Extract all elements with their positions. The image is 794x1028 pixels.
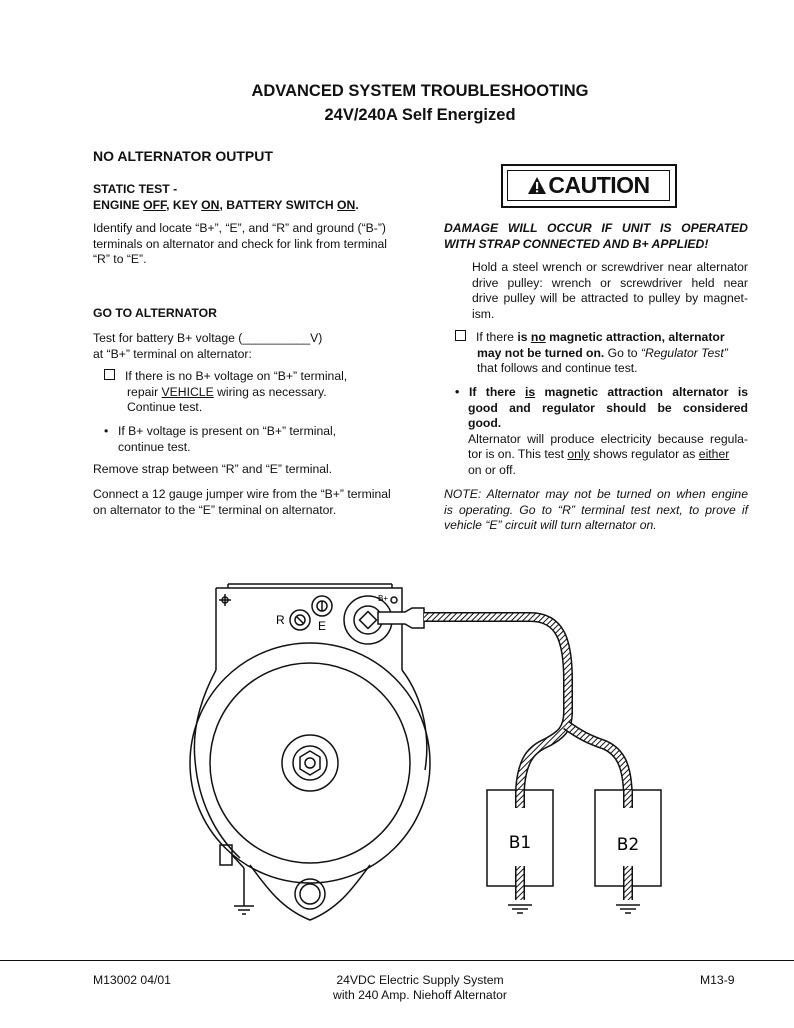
checkbox-icon (104, 369, 115, 380)
alternator-ground-icon (234, 900, 254, 914)
bullet-icon: • (455, 385, 460, 399)
battery-b2-ground-icon (616, 905, 640, 913)
battery-cable (424, 617, 568, 800)
note-paragraph: NOTE: Alternator may not be turned on when engine is operating. Go to “R” terminal test next, to prove if vehicle “E” circuit will turn alternator on. (444, 487, 748, 532)
caution-sign (501, 164, 677, 208)
caution-label: CAUTION (548, 172, 650, 198)
damage-warning: DAMAGE WILL OCCUR IF UNIT IS OPERATED WITH STRAP CONNECTED AND B+ APPLIED! (444, 221, 748, 251)
footer-divider (0, 960, 794, 961)
footer-doc-number: M13002 04/01 (93, 973, 171, 987)
terminal-bplus-label: B+ (378, 594, 389, 603)
check-item-no-voltage: If there is no B+ voltage on “B+” terminal, repair VEHICLE wiring as necessary. Continue test. (104, 369, 347, 416)
identify-paragraph: Identify and locate “B+”, “E”, and “R” and ground (“B-”) terminals on alternator and check for link from terminal “R” to “E”. (93, 221, 387, 266)
footer-title: 24VDC Electric Supply System with 240 Amp. Niehoff Alternator (333, 973, 507, 1002)
battery-b2-label: B2 (616, 835, 640, 855)
bullet-icon: • (104, 424, 109, 438)
bullet-item-attraction: • If there is magnetic attraction alternator is good and regulator should be considered good. Alternator will produce electricity because regula- tor is on. This test only shows regulator as either on or off. (455, 385, 748, 477)
footer-page-number: M13-9 (700, 973, 735, 987)
remove-strap-paragraph: Remove strap between “R” and “E” terminal. (93, 462, 333, 476)
hold-wrench-paragraph: Hold a steel wrench or screwdriver near alternator drive pulley: wrench or screwdriver held near drive pulley will be attracted to pulley by magnet- ism. (472, 260, 748, 321)
alternator (190, 584, 430, 920)
battery-b1-label: B1 (508, 833, 532, 853)
goto-alternator-heading: GO TO ALTERNATOR (93, 306, 217, 320)
bullet-item-voltage-present: • If B+ voltage is present on “B+” terminal, continue test. (104, 424, 337, 454)
check-item-no-attraction: If there is no magnetic attraction, alternator may not be turned on. Go to “Regulator Test” that follows and continue test. (455, 330, 748, 377)
section-heading: NO ALTERNATOR OUTPUT (93, 148, 273, 164)
page-title: ADVANCED SYSTEM TROUBLESHOOTING (251, 82, 589, 100)
page-subtitle: 24V/240A Self Energized (324, 106, 516, 124)
test-paragraph: Test for battery B+ voltage (__________V) at “B+” terminal on alternator: (93, 331, 323, 361)
alternator-wiring-diagram (0, 570, 794, 950)
static-test-heading: STATIC TEST - ENGINE OFF, KEY ON, BATTERY SWITCH ON. (93, 182, 359, 212)
connect-jumper-paragraph: Connect a 12 gauge jumper wire from the “B+” terminal on alternator to the “E” terminal on alternator. (93, 487, 391, 517)
cable-lug (378, 608, 424, 628)
terminal-e-label: E (318, 619, 327, 633)
checkbox-icon (455, 330, 466, 341)
battery-b1-ground-icon (508, 905, 532, 913)
warning-triangle-icon (527, 176, 547, 195)
terminal-r-label: R (276, 613, 285, 627)
